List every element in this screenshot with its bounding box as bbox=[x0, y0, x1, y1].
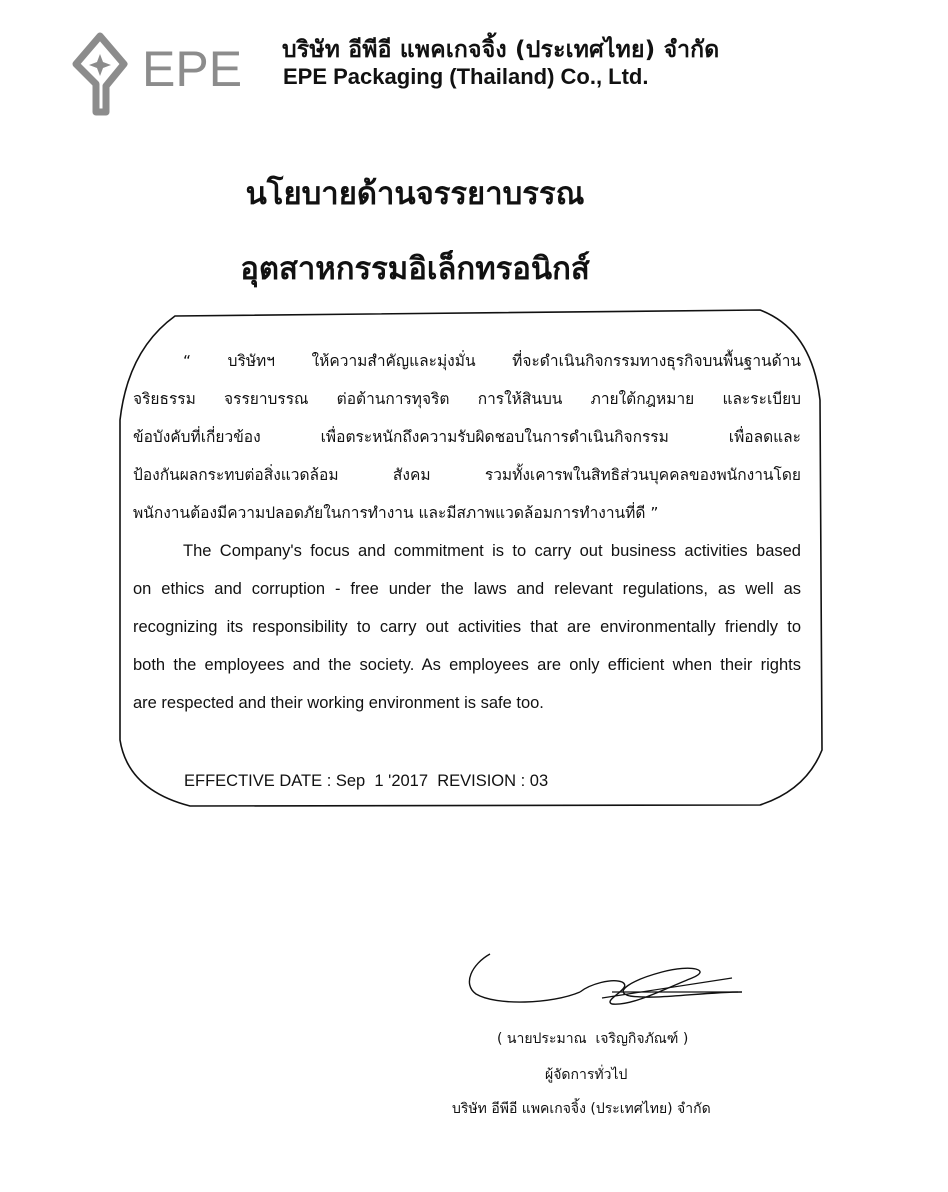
policy-thai-line: ข้อบังคับที่เกี่ยวข้อง เพื่อตระหนักถึงความรับผิดชอบในการดำเนินกิจกรรม เพื่อลดและ bbox=[133, 428, 801, 446]
policy-english-line: recognizing its responsibility to carry out activities that are environmentally friendly to bbox=[133, 618, 801, 636]
company-name-english: EPE Packaging (Thailand) Co., Ltd. bbox=[283, 64, 649, 89]
logo-text: EPE bbox=[142, 41, 243, 97]
effective-date-revision: EFFECTIVE DATE : Sep 1 '2017 REVISION : 03 bbox=[184, 772, 549, 790]
policy-thai-line: ป้องกันผลกระทบต่อสิ่งแวดล้อม สังคม รวมทั้งเคารพในสิทธิส่วนบุคคลของพนักงานโดย bbox=[133, 466, 801, 484]
policy-english-line: on ethics and corruption - free under the laws and relevant regulations, as well as bbox=[133, 580, 801, 598]
policy-statement bbox=[133, 342, 801, 722]
signatory-company: บริษัท อีพีอี แพคเกจจิ้ง (ประเทศไทย) จำกัด bbox=[452, 1101, 711, 1117]
document-title-line-2: อุตสาหกรรมอิเล็กทรอนิกส์ bbox=[240, 251, 590, 287]
policy-english-line: both the employees and the society. As employees are only efficient when their rights bbox=[133, 656, 801, 674]
document-title-line-1: นโยบายด้านจรรยาบรรณ bbox=[245, 176, 585, 212]
signatory-name: ( นายประมาณ เจริญกิจภัณฑ์ ) bbox=[497, 1031, 689, 1047]
handwritten-signature bbox=[462, 948, 752, 1018]
company-name-thai: บริษัท อีพีอี แพคเกจจิ้ง (ประเทศไทย) จำกัด bbox=[282, 37, 720, 63]
policy-thai-line: จริยธรรม จรรยาบรรณ ต่อต้านการทุจริต การให้สินบน ภายใต้กฎหมาย และระเบียบ bbox=[133, 390, 801, 408]
policy-english-line: are respected and their working environment is safe too. bbox=[133, 694, 544, 712]
signatory-position: ผู้จัดการทั่วไป bbox=[545, 1067, 628, 1083]
policy-english-line: The Company's focus and commitment is to carry out business activities based bbox=[183, 542, 801, 560]
policy-thai-line: พนักงานต้องมีความปลอดภัยในการทำงาน และมีสภาพแวดล้อมการทำงานที่ดี ” bbox=[133, 504, 659, 522]
policy-thai-line: “ บริษัทฯ ให้ความสำคัญและมุ่งมั่น ที่จะดำเนินกิจกรรมทางธุรกิจบนพื้นฐานด้าน bbox=[183, 352, 801, 370]
